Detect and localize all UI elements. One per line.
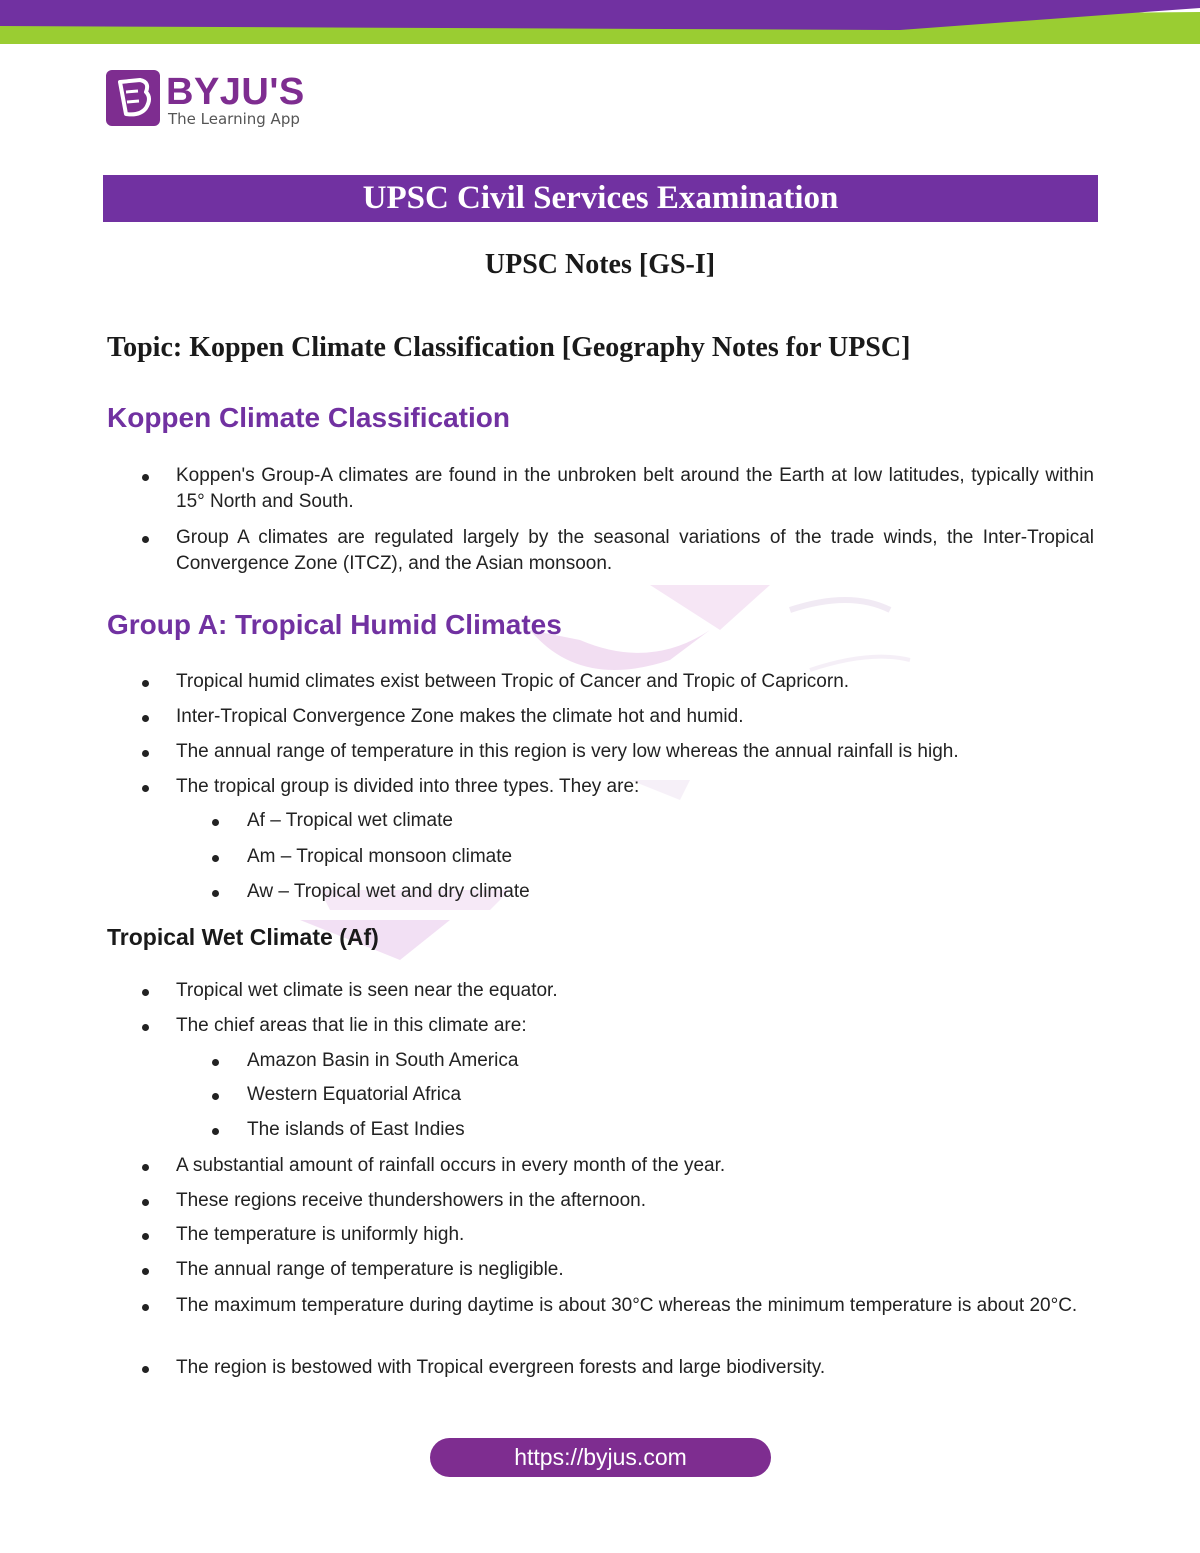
logo-mark-icon [106, 70, 160, 126]
bullet [142, 750, 149, 757]
bullet [142, 680, 149, 687]
topic-title: Topic: Koppen Climate Classification [Geography Notes for UPSC] [107, 332, 911, 363]
list-item: Group A climates are regulated largely by the seasonal variations of the trade winds, the Inter-Tropical Convergence Zone (ITCZ), and the Asian monsoon. [176, 527, 1094, 574]
list-item: Tropical humid climates exist between Tropic of Cancer and Tropic of Capricorn. [176, 671, 850, 692]
heading-af: Tropical Wet Climate (Af) [107, 924, 379, 950]
bullet [142, 1268, 149, 1275]
sub-list-item: Am – Tropical monsoon climate [247, 846, 513, 867]
brand-name: BYJU'S [166, 71, 305, 113]
bullet [142, 1233, 149, 1240]
sub-bullet [212, 1093, 219, 1100]
sub-list-item: Aw – Tropical wet and dry climate [247, 881, 530, 902]
list-item: The temperature is uniformly high. [176, 1224, 465, 1245]
bullet [142, 1024, 149, 1031]
sub-list-item: The islands of East Indies [247, 1119, 465, 1140]
list-item: The annual range of temperature in this region is very low whereas the annual rainfall is high. [176, 741, 959, 762]
bullet [142, 536, 149, 543]
list-item: The annual range of temperature is negligible. [176, 1259, 564, 1280]
sub-bullet [212, 1059, 219, 1066]
list-item: The maximum temperature during daytime is about 30°C whereas the minimum temperature is about 20°C. [176, 1295, 1078, 1316]
list-item: Tropical wet climate is seen near the equator. [176, 980, 558, 1001]
bullet [142, 715, 149, 722]
list-item: The tropical group is divided into three types. They are: [176, 776, 640, 797]
bullet [142, 785, 149, 792]
byjus-logo[interactable] [106, 70, 316, 130]
sub-bullet [212, 855, 219, 862]
bullet [142, 1199, 149, 1206]
list-item: Koppen's Group-A climates are found in the unbroken belt around the Earth at low latitudes, typically within 15° North and South. [176, 465, 1094, 512]
list-item: The chief areas that lie in this climate are: [176, 1015, 527, 1036]
sub-bullet [212, 890, 219, 897]
sub-bullet [212, 1128, 219, 1135]
sub-list-item: Amazon Basin in South America [247, 1050, 519, 1071]
bullet [142, 1164, 149, 1171]
notes-title: UPSC Notes [GS-I] [484, 249, 716, 280]
sub-bullet [212, 819, 219, 826]
list-item: A substantial amount of rainfall occurs in every month of the year. [176, 1155, 726, 1176]
bullet [142, 1304, 149, 1311]
top-decorative-band [0, 0, 1200, 44]
exam-banner: UPSC Civil Services Examination [103, 175, 1098, 222]
sub-list-item: Western Equatorial Africa [247, 1084, 462, 1105]
list-item: The region is bestowed with Tropical evergreen forests and large biodiversity. [176, 1357, 826, 1378]
bullet [142, 1366, 149, 1373]
heading-group-a: Group A: Tropical Humid Climates [107, 609, 562, 640]
heading-koppen: Koppen Climate Classification [107, 402, 510, 433]
footer-url-link[interactable]: https://byjus.com [430, 1438, 771, 1477]
bullet [142, 989, 149, 996]
list-item: These regions receive thundershowers in the afternoon. [176, 1190, 646, 1211]
list-item: Inter-Tropical Convergence Zone makes the climate hot and humid. [176, 706, 744, 727]
brand-tagline: The Learning App [168, 110, 300, 128]
sub-list-item: Af – Tropical wet climate [247, 810, 453, 831]
bullet [142, 474, 149, 481]
